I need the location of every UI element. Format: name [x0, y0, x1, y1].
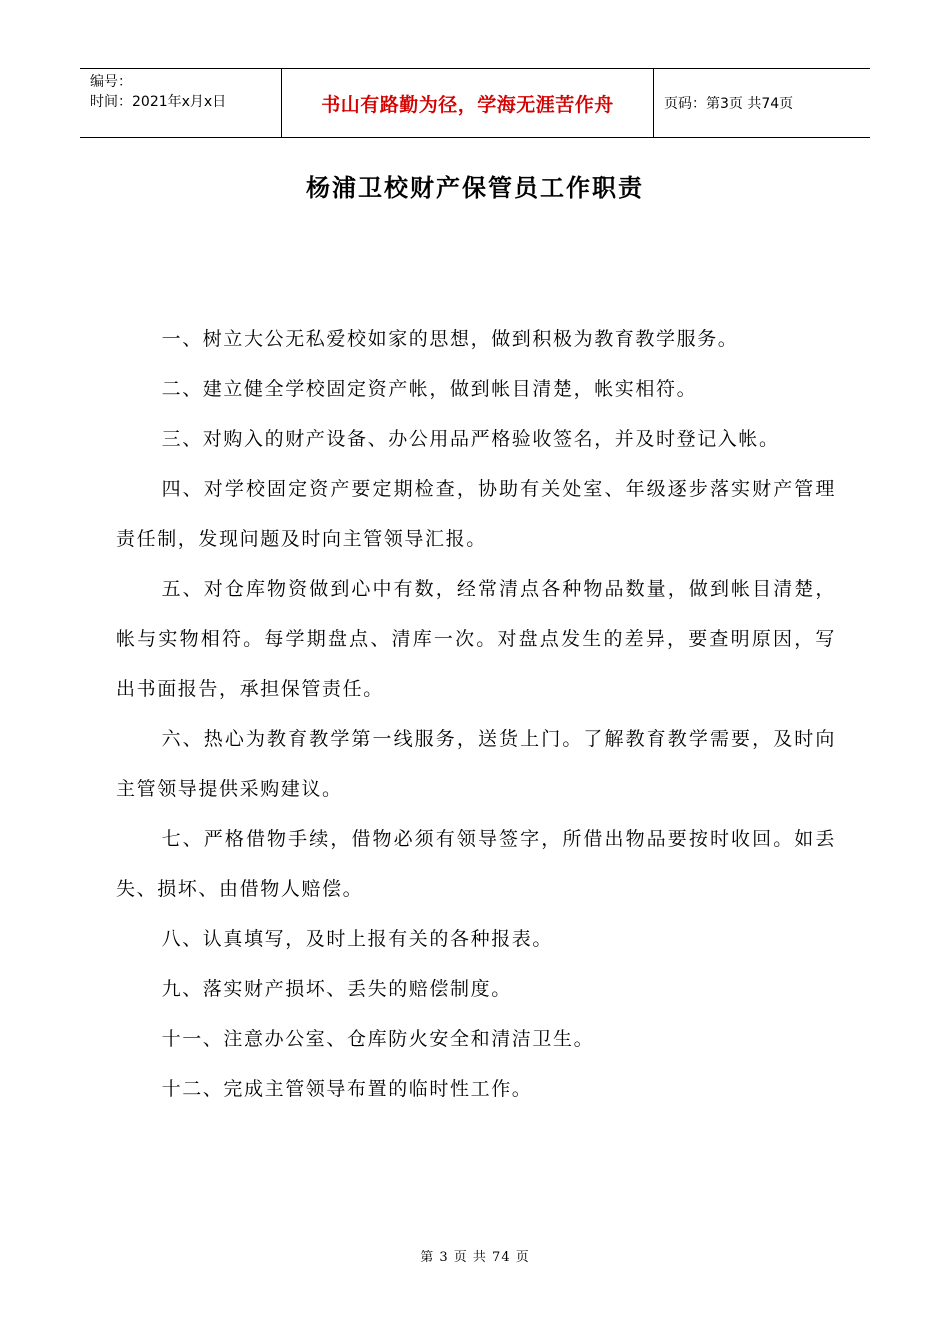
- document-time: 时间：2021年x月x日: [90, 94, 227, 110]
- duty-item: 七、严格借物手续，借物必须有领导签字，所借出物品要按时收回。如丢失、损坏、由借物人赔偿。: [116, 828, 836, 900]
- page-footer: 第 3 页 共 74 页: [420, 1250, 530, 1265]
- duty-item: 一、树立大公无私爱校如家的思想，做到积极为教育教学服务。: [161, 328, 739, 350]
- document-number-label: 编号：: [90, 74, 132, 90]
- duty-item: 三、对购入的财产设备、办公用品严格验收签名，并及时登记入帐。: [161, 428, 780, 450]
- duty-item: 八、认真填写，及时上报有关的各种报表。: [161, 928, 553, 950]
- duty-item: 十二、完成主管领导布置的临时性工作。: [161, 1078, 533, 1100]
- header-page-info: 页码：第3页 共74页: [664, 96, 794, 112]
- duty-item: 五、对仓库物资做到心中有数，经常清点各种物品数量，做到帐目清楚，帐与实物相符。每学期盘点、清库一次。对盘点发生的差异，要查明原因，写出书面报告，承担保管责任。: [116, 578, 836, 700]
- document-title: 杨浦卫校财产保管员工作职责: [306, 173, 644, 202]
- duty-item: 六、热心为教育教学第一线服务，送货上门。了解教育教学需要，及时向主管领导提供采购建议。: [116, 728, 836, 800]
- header-meta: [80, 69, 282, 137]
- document-body: [116, 314, 836, 1114]
- duty-item: 二、建立健全学校固定资产帐，做到帐目清楚，帐实相符。: [161, 378, 698, 400]
- duty-item: 十一、注意办公室、仓库防火安全和清洁卫生。: [161, 1028, 595, 1050]
- page-header: [80, 68, 870, 138]
- header-motto: 书山有路勤为径，学海无涯苦作舟: [282, 69, 654, 137]
- duty-item: 四、对学校固定资产要定期检查，协助有关处室、年级逐步落实财产管理责任制，发现问题及时向主管领导汇报。: [116, 478, 836, 550]
- duty-item: 九、落实财产损坏、丢失的赔偿制度。: [161, 978, 512, 1000]
